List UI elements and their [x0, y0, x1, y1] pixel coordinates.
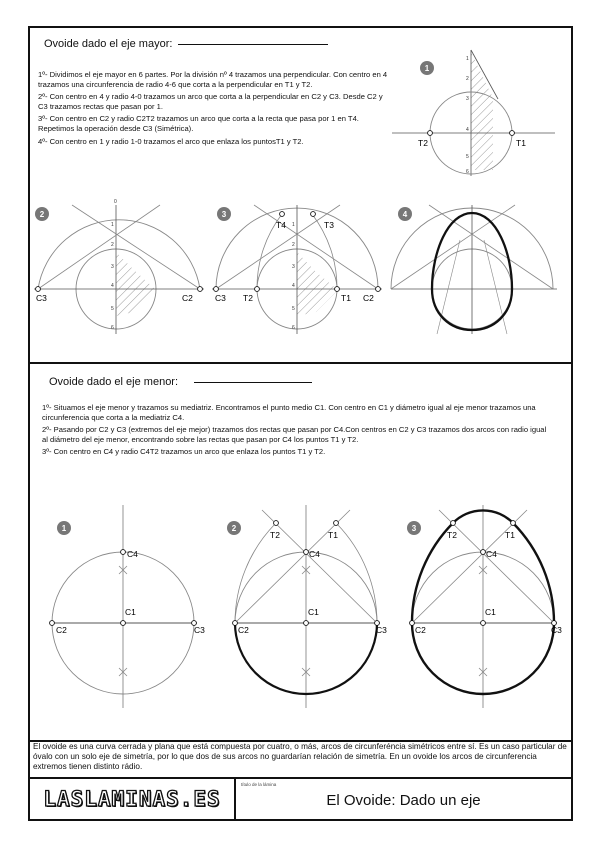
section-minor-heading: Ovoide dado el eje menor:: [49, 376, 312, 388]
svg-text:C3: C3: [376, 625, 387, 635]
svg-text:C1: C1: [125, 607, 136, 617]
svg-text:C3: C3: [36, 293, 47, 303]
svg-text:T2: T2: [243, 293, 253, 303]
major-figure-4: [391, 205, 557, 334]
svg-text:T3: T3: [324, 220, 334, 230]
svg-text:3: 3: [466, 96, 469, 102]
svg-text:0: 0: [114, 199, 117, 205]
minor-step-2: 2º- Pasando por C2 y C3 (extremos del eje mejor) trazamos dos rectas que pasan por C4.Con centros en C2 y C3 trazamos dos arcos con radio igual al diámetro del eje menor, encontrando sobre las rectas que pasan por C4 los puntos T1 y T2.: [42, 425, 547, 444]
svg-text:C3: C3: [194, 625, 205, 635]
svg-text:C2: C2: [182, 293, 193, 303]
major-step-3: 3º- Con centro en C2 y radio C2T2 trazamos un arco que corta a la recta que pasa por 1 en T4. Repetimos la operación desde C3 (Simétrica).: [38, 114, 359, 133]
svg-text:1: 1: [292, 222, 295, 228]
footer-description: El ovoide es una curva cerrada y plana que está compuesta por cuatro, o más, arcos de circunferéncia simétricos entre sí. Es un caso particular de óvalo con un solo eje de simetría, por lo que dos de sus arcos no guardarían relación de simetría. En un ovoide los arcos de circunferencia extremos tienen distinto rádio.: [33, 742, 567, 771]
svg-text:4: 4: [466, 127, 469, 133]
svg-text:C2: C2: [56, 625, 67, 635]
major-figure-3: [212, 205, 382, 334]
svg-text:C4: C4: [309, 549, 320, 559]
svg-text:T1: T1: [341, 293, 351, 303]
svg-text:C3: C3: [215, 293, 226, 303]
svg-text:3: 3: [221, 210, 227, 219]
svg-text:5: 5: [111, 306, 114, 312]
svg-text:T1: T1: [505, 530, 515, 540]
svg-text:1: 1: [61, 524, 67, 533]
svg-text:C2: C2: [363, 293, 374, 303]
svg-text:5: 5: [292, 306, 295, 312]
svg-text:C3: C3: [551, 625, 562, 635]
svg-text:C1: C1: [485, 607, 496, 617]
logo-box: [30, 777, 236, 819]
svg-text:3: 3: [411, 524, 417, 533]
svg-text:4: 4: [292, 283, 295, 289]
svg-text:C1: C1: [308, 607, 319, 617]
svg-text:4: 4: [402, 210, 408, 219]
svg-text:5: 5: [466, 154, 469, 160]
major-figure-2: [34, 199, 204, 334]
svg-text:C4: C4: [127, 549, 138, 559]
svg-text:4: 4: [111, 283, 114, 289]
svg-text:T2: T2: [270, 530, 280, 540]
svg-text:2: 2: [292, 242, 295, 248]
site-logo[interactable]: LASLAMINAS.ES: [43, 787, 221, 811]
svg-text:T2: T2: [447, 530, 457, 540]
svg-text:2: 2: [466, 76, 469, 82]
major-step-2: 2º- Con centro en 4 y radio 4-0 trazamos un arco que corta a la perpendicular en C2 y C3. Desde C2 y C3 trazamos rectas que pasan por 1.: [38, 92, 383, 111]
minor-step-3: 3º- Con centro en C4 y radio C4T2 trazamos un arco que enlaza los puntos T1 y T2.: [42, 447, 326, 457]
label-T1: T1: [516, 138, 526, 148]
major-figure-1: [392, 50, 555, 176]
section-major-heading: Ovoide dado el eje mayor:: [44, 38, 328, 50]
major-step-1: 1º- Dividimos el eje mayor en 6 partes. Por la división nº 4 trazamos una perpendicular. Con centro en 4 trazamos una circunferencia de radio 4-6 que corta a la perpendicular en T1 y T2.: [38, 70, 388, 89]
svg-text:T4: T4: [276, 220, 286, 230]
major-step-4: 4º- Con centro en 1 y radio 1-0 trazamos el arco que enlaza los puntosT1 y T2.: [38, 136, 304, 146]
svg-text:2: 2: [111, 242, 114, 248]
svg-text:6: 6: [466, 169, 469, 175]
svg-text:2: 2: [231, 524, 237, 533]
sheet-title: El Ovoide: Dado un eje: [326, 792, 481, 809]
title-box: [236, 777, 571, 819]
step-badge-number: 1: [424, 64, 430, 73]
svg-text:T1: T1: [328, 530, 338, 540]
svg-text:C4: C4: [486, 549, 497, 559]
svg-text:1: 1: [466, 56, 469, 62]
svg-text:3: 3: [292, 264, 295, 270]
minor-step-1: 1º- Situamos el eje menor y trazamos su mediatriz. Encontramos el punto medio C1. Con centro en C1 y diámetro igual al eje menor trazamos una circunferencia que corta a la mediatriz C4.: [42, 403, 536, 422]
svg-text:1: 1: [111, 222, 114, 228]
svg-text:3: 3: [111, 264, 114, 270]
label-T2: T2: [418, 138, 428, 148]
svg-text:6: 6: [292, 325, 295, 331]
svg-text:6: 6: [111, 325, 114, 331]
svg-text:C2: C2: [415, 625, 426, 635]
svg-text:2: 2: [39, 210, 45, 219]
svg-text:C2: C2: [238, 625, 249, 635]
title-label: título de la lámina: [241, 782, 277, 787]
section-minor-steps: [42, 403, 554, 460]
